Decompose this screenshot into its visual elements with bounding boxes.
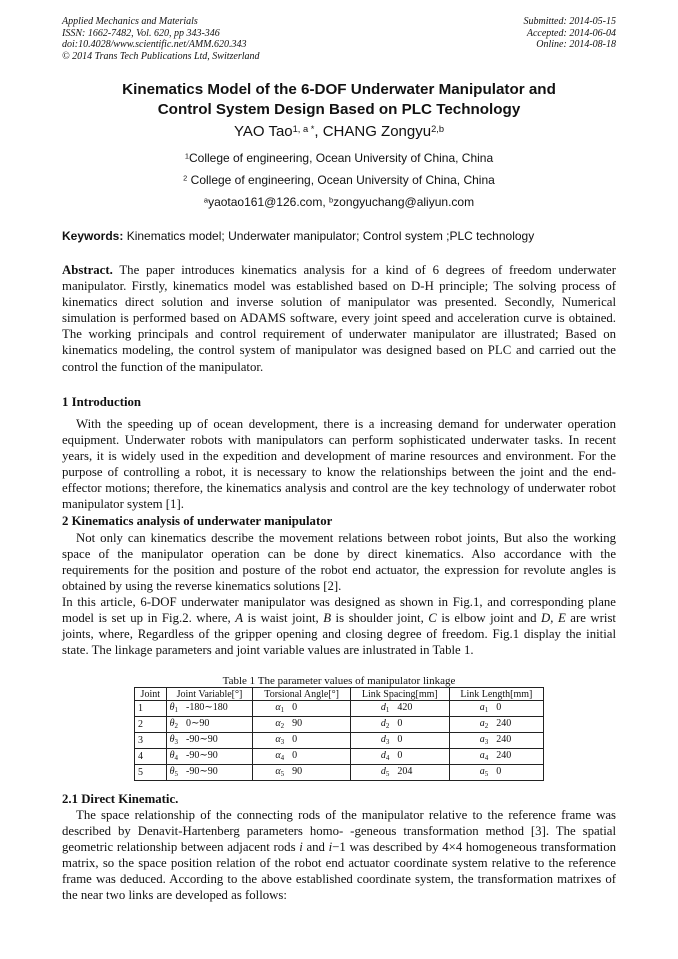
cell-torsional-angle [253,733,351,749]
cell-link-spacing [350,717,449,733]
a-symbol: a [479,718,485,730]
title-line-2: Control System Design Based on PLC Technology [157,101,521,118]
theta-symbol: θ [169,734,175,746]
author-emails [62,195,616,209]
table-row [135,733,544,749]
author-list [62,123,616,140]
theta-symbol: θ [169,750,175,762]
range-value: 0∼90 [185,718,210,730]
joint-c-symbol: C [428,611,437,626]
range-value: -90∼90 [185,750,218,762]
col-joint-variable: Joint Variable[°] [166,688,253,701]
section-2-text-d: is elbow joint and [436,611,542,626]
cell-torsional-angle [253,717,351,733]
keywords-text: Kinematics model; Underwater manipulator; Control system ;PLC technology [123,229,535,243]
d-symbol: d [380,750,386,762]
a-symbol: a [479,766,485,778]
section-2-1-text-a: The space relationship of the connecting rods of the manipulator relative to the reference frame was described by Denavit-Hartenberg parameters homo- -geneous transformation method [3]. The spatial geometric relationship between adjacent rods [62,808,616,855]
cell-link-length [449,765,543,781]
cell-link-spacing [350,701,449,717]
section-2-1-text-c: −1 was described by 4×4 homogeneous transformation matrix, so the space position relation of the robot end actuator coordinate system relative to the reference frame was deduced. According to the above established coordinate system, the transformation matrixes of the near two links are developed as follows: [62,840,616,903]
alpha-subscript: 1 [280,706,285,715]
a-value: 0 [496,766,502,778]
cell-link-length [449,717,543,733]
table-row [135,749,544,765]
cell-joint-variable [166,733,253,749]
d-value: 0 [397,718,403,730]
section-2-text-e: are wrist joints, where, Regardless of the gripper opening and closing degree of freedom. Fig.1 display the initial state. The linkage parameters and joint variable values are inlustrated in Table 1. [62,611,616,658]
joint-a-symbol: A [235,611,244,626]
cell-link-length [449,733,543,749]
journal-header-left [62,16,260,62]
range-value: -180∼180 [185,702,228,714]
a-value: 240 [496,734,512,746]
online-date: Online: 2014-08-18 [536,39,616,50]
theta-symbol: θ [169,718,175,730]
cell-joint-variable [166,717,253,733]
alpha-value: 0 [292,750,298,762]
cell-joint: 5 [135,765,167,781]
email-a: yaotao161@126.com, [208,195,329,209]
alpha-symbol: α [275,750,281,762]
keywords [62,229,616,243]
alpha-subscript: 4 [280,754,285,763]
cell-link-spacing [350,765,449,781]
theta-subscript: 3 [174,738,178,747]
author-1-marker: 1, a * [292,123,315,134]
d-subscript: 5 [385,770,390,779]
author-1-name: YAO Tao [233,123,293,140]
joint-de-symbol: D, E [541,611,566,626]
affiliation-2 [62,173,616,187]
table-row [135,701,544,717]
cell-link-length [449,701,543,717]
theta-subscript: 2 [174,722,178,731]
a-symbol: a [479,734,485,746]
d-symbol: d [380,718,386,730]
section-2-body-1: Not only can kinematics describe the movement relations between robot joints, But also the working space of the manipulator operation can be done by direct kinematics. Also accordance with the requirements for the position and posture of the robot end actuator, the expression for revolute angles is obtained by using the reverse kinematics solutions [2]. [62,531,616,594]
alpha-symbol: α [275,734,281,746]
d-value: 0 [397,734,403,746]
alpha-subscript: 5 [280,770,285,779]
section-2-text-a: In this article, 6-DOF underwater manipulator was designed as shown in Fig.1, and corresponding plane model is set up in Fig.2. where, [62,595,616,626]
col-joint: Joint [135,688,167,701]
cell-link-length [449,749,543,765]
section-2-heading: 2 Kinematics analysis of underwater manipulator [62,514,333,528]
title-line-1: Kinematics Model of the 6-DOF Underwater Manipulator and [122,81,556,98]
index-i-minus-symbol: i [328,840,333,855]
d-subscript: 3 [385,738,390,747]
a-value: 240 [496,718,512,730]
parameter-table [134,687,544,781]
submitted-date: Submitted: 2014-05-15 [523,16,616,27]
d-symbol: d [380,702,386,714]
cell-joint-variable [166,749,253,765]
alpha-symbol: α [275,702,281,714]
a-symbol: a [479,702,485,714]
cell-torsional-angle [253,765,351,781]
alpha-value: 0 [292,702,298,714]
cell-link-spacing [350,749,449,765]
email-b: zongyuchang@aliyun.com [333,195,475,209]
index-i-symbol: i [299,840,303,855]
author-separator: , [314,123,323,140]
a-subscript: 3 [484,738,489,747]
cell-joint-variable [166,765,253,781]
author-2-marker: 2,b [431,123,445,134]
journal-header-right [524,16,617,51]
d-symbol: d [380,766,386,778]
cell-link-spacing [350,733,449,749]
d-symbol: d [380,734,386,746]
paper-title [62,80,616,120]
alpha-value: 90 [292,718,303,730]
section-2-text-b: is waist joint, [243,611,324,626]
journal-name: Applied Mechanics and Materials [62,16,198,27]
cell-joint: 1 [135,701,167,717]
d-value: 0 [397,750,403,762]
affiliation-1-marker: 1 [184,151,189,161]
cell-torsional-angle [253,749,351,765]
alpha-value: 90 [292,766,303,778]
section-1-heading: 1 Introduction [62,395,142,409]
theta-subscript: 5 [174,770,178,779]
theta-subscript: 4 [174,754,178,763]
section-2-1-body [62,807,616,904]
theta-subscript: 1 [174,706,178,715]
alpha-subscript: 2 [280,722,285,731]
alpha-symbol: α [275,766,281,778]
affiliation-2-marker: 2 [183,173,188,183]
alpha-symbol: α [275,718,281,730]
theta-symbol: θ [169,702,175,714]
email-a-marker: a [203,195,209,205]
a-symbol: a [479,750,485,762]
col-link-length: Link Length[mm] [449,688,543,701]
alpha-value: 0 [292,734,298,746]
d-value: 420 [397,702,413,714]
cell-joint-variable [166,701,253,717]
d-subscript: 1 [385,706,390,715]
joint-b-symbol: B [323,611,332,626]
accepted-date: Accepted: 2014-06-04 [526,27,616,39]
issn-line: ISSN: 1662-7482, Vol. 620, pp 343-346 [62,27,220,39]
author-2-name: CHANG Zongyu [322,123,432,140]
range-value: -90∼90 [185,766,218,778]
a-subscript: 5 [484,770,489,779]
d-subscript: 4 [385,754,390,763]
keywords-label: Keywords: [62,229,124,243]
alpha-subscript: 3 [280,738,285,747]
theta-symbol: θ [169,766,175,778]
a-value: 0 [496,702,502,714]
d-subscript: 2 [385,722,390,731]
email-b-marker: b [329,195,334,205]
abstract [62,262,616,375]
section-2-text-c: is shoulder joint, [331,611,429,626]
table-caption: Table 1 The parameter values of manipulator linkage [222,675,456,687]
cell-joint: 4 [135,749,167,765]
cell-torsional-angle [253,701,351,717]
a-subscript: 1 [484,706,489,715]
affiliation-2-text: College of engineering, Ocean University of China, China [187,173,495,187]
section-2-1-text-b: and [302,840,329,855]
doi-line: doi:10.4028/www.scientific.net/AMM.620.343 [62,39,247,50]
affiliation-1-text: College of engineering, Ocean University of China, China [188,151,494,165]
range-value: -90∼90 [185,734,218,746]
a-value: 240 [496,750,512,762]
cell-joint: 3 [135,733,167,749]
section-2-body-2 [62,594,616,658]
d-value: 204 [397,766,413,778]
col-link-spacing: Link Spacing[mm] [350,688,449,701]
table-row [135,717,544,733]
abstract-label: Abstract. [62,263,113,277]
section-1-body: With the speeding up of ocean development, there is a increasing demand for underwater operation equipment. Underwater robots with manipulators can perform sophisticated underwater tasks. In recent years, it is widely used in the expedition and development of marine resources and environment. For the purpose of controlling a robot, it is necessary to know the relationships between the joint and the end-effector motions; therefore, the kinematics analysis and control are the key technology of underwater robot manipulator system [1]. [62,417,616,512]
abstract-text: The paper introduces kinematics analysis for a kind of 6 degrees of freedom underwater manipulator. Firstly, kinematics model was established based on D-H principle; The solving process of kinematics direct solution and inverse solution of manipulator was presented. Secondly, Numerical simulation is performed based on ADAMS software, every joint speed and acceleration curve is obtained. The working principals and control requirement of underwater manipulator are illustrated; Based on kinematics modeling, the control system of manipulator was designed based on PLC and carried out the control the function of the manipulator. [62,263,616,374]
a-subscript: 2 [484,722,489,731]
affiliation-1 [62,151,616,165]
section-2-1-heading: 2.1 Direct Kinematic. [62,792,179,806]
copyright-line: © 2014 Trans Tech Publications Ltd, Switzerland [62,50,260,62]
table-header-row [135,688,544,701]
col-torsional-angle: Torsional Angle[°] [253,688,351,701]
a-subscript: 4 [484,754,489,763]
table-row [135,765,544,781]
cell-joint: 2 [135,717,167,733]
